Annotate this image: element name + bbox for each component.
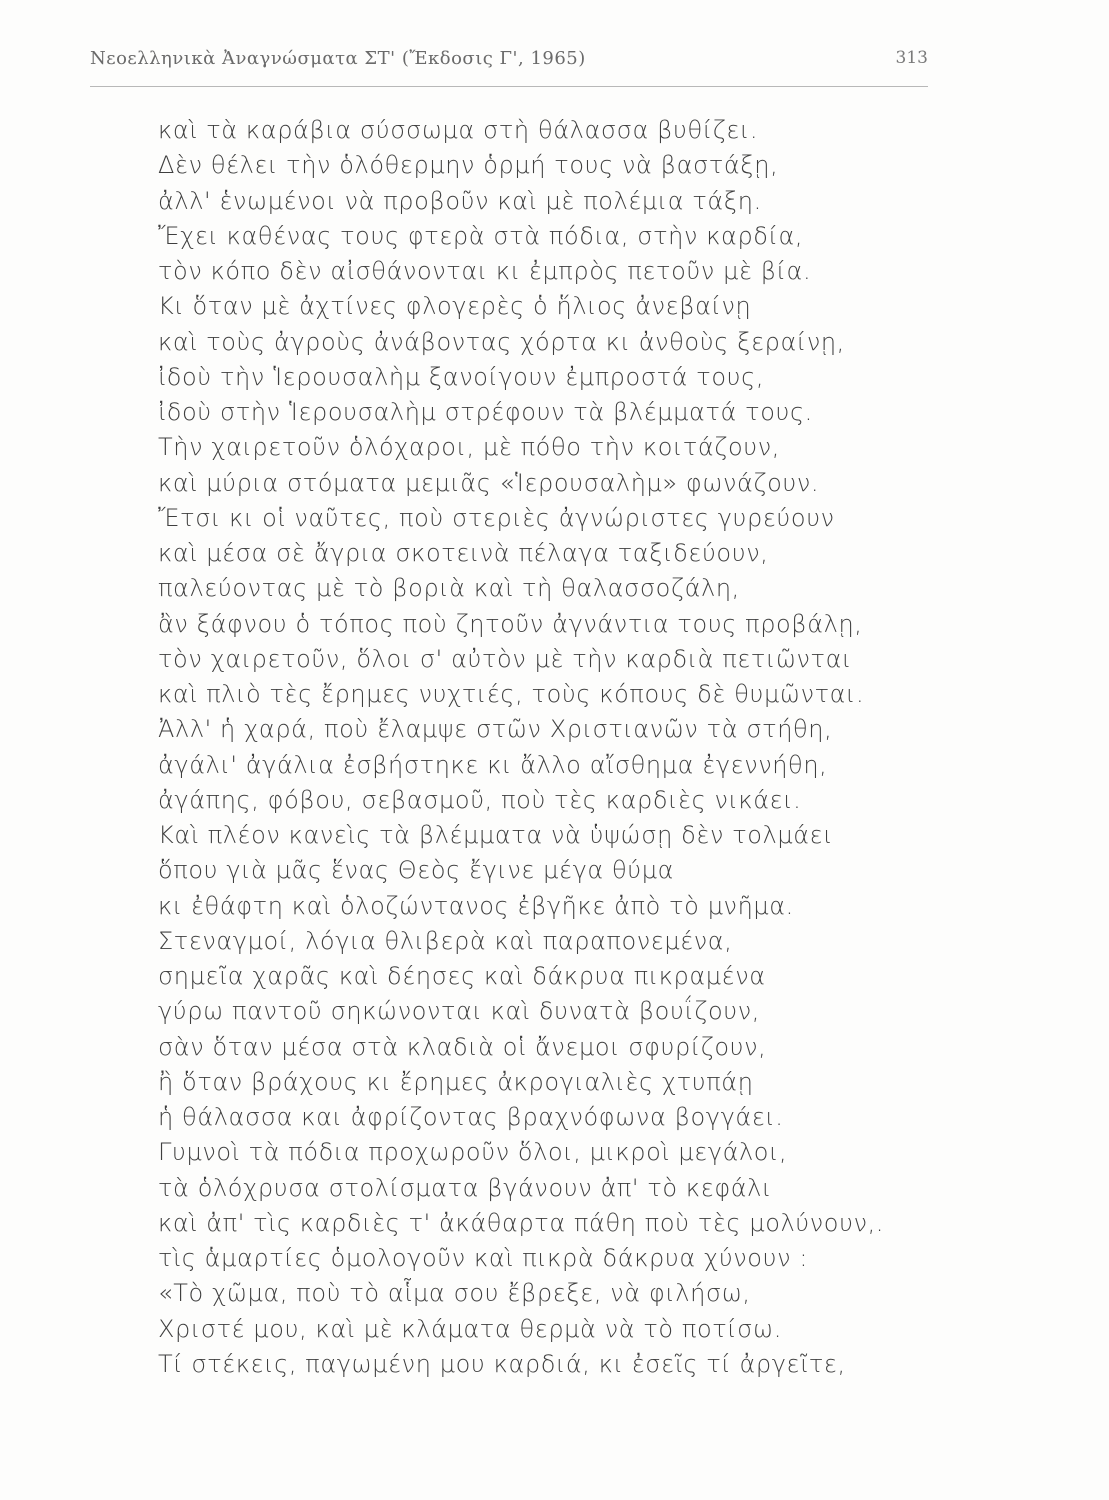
poem-line: ἀλλ' ἑνωμένοι νὰ προβοῦν καὶ μὲ πολέμια τάξη. bbox=[158, 186, 762, 215]
header-rule bbox=[90, 86, 928, 87]
poem-line: ἰδοὺ τὴν Ἱερουσαλὴμ ξανοίγουν ἐμπροστά τους, bbox=[158, 362, 765, 391]
poem-line: Γυμνοὶ τὰ πόδια προχωροῦν ὅλοι, μικροὶ μεγάλοι, bbox=[158, 1138, 788, 1167]
poem-line: καὶ τὰ καράβια σύσσωμα στὴ θάλασσα βυθίζει. bbox=[158, 116, 759, 144]
poem-line: σὰν ὅταν μέσα στὰ κλαδιὰ οἱ ἄνεμοι σφυρίζουν, bbox=[158, 1032, 767, 1061]
poem-line: Στεναγμοί, λόγια θλιβερὰ καὶ παραπονεμένα, bbox=[158, 926, 733, 955]
poem-line: τὸν κόπο δὲν αἰσθάνονται κι ἐμπρὸς πετοῦν μὲ βία. bbox=[158, 257, 812, 285]
poem-line: Τὴν χαιρετοῦν ὁλόχαροι, μὲ πόθο τὴν κοιτάζουν, bbox=[158, 433, 780, 462]
poem-line: κι ἐθάφτη καὶ ὁλοζώντανος ἐβγῆκε ἀπὸ τὸ μνῆμα. bbox=[158, 891, 794, 920]
poem-line: ἀγάπης, φόβου, σεβασμοῦ, ποὺ τὲς καρδιὲς νικάει. bbox=[158, 785, 802, 814]
page-number: 313 bbox=[895, 48, 928, 68]
poem-line: Δὲν θέλει τὴν ὁλόθερμην ὁρμή τους νὰ βαστάξῃ, bbox=[158, 151, 779, 180]
poem-line: τὸν χαιρετοῦν, ὅλοι σ' αὐτὸν μὲ τὴν καρδιὰ πετιῶνται bbox=[158, 644, 852, 673]
poem-line: παλεύοντας μὲ τὸ βοριὰ καὶ τὴ θαλασσοζάλη, bbox=[158, 574, 740, 603]
poem-line: Ἔτσι κι οἱ ναῦτες, ποὺ στεριὲς ἀγνώριστες γυρεύουν bbox=[158, 503, 835, 532]
poem-line: Ἔχει καθένας τους φτερὰ στὰ πόδια, στὴν καρδία, bbox=[158, 221, 804, 250]
poem-line: Τί στέκεις, παγωμένη μου καρδιά, κι ἐσεῖς τί ἀργεῖτε, bbox=[158, 1349, 846, 1378]
poem-body bbox=[158, 113, 1058, 1382]
poem-line: ἀγάλι' ἀγάλια ἐσβήστηκε κι ἄλλο αἴσθημα ἐγεννήθη, bbox=[158, 750, 828, 779]
poem-line: Καὶ πλέον κανεὶς τὰ βλέμματα νὰ ὑψώσῃ δὲν τολμάει bbox=[158, 821, 834, 849]
poem-line: «Τὸ χῶμα, ποὺ τὸ αἷμα σου ἔβρεξε, νὰ φιλήσω, bbox=[158, 1279, 751, 1308]
poem-line: καὶ ἀπ' τὶς καρδιὲς τ' ἀκάθαρτα πάθη ποὺ τὲς μολύνουν,. bbox=[158, 1208, 885, 1237]
poem-line: ὅπου γιὰ μᾶς ἕνας Θεὸς ἔγινε μέγα θύμα bbox=[158, 856, 675, 885]
poem-line: καὶ μύρια στόματα μεμιᾶς «Ἱερουσαλὴμ» φωνάζουν. bbox=[158, 468, 820, 497]
poem-line: Ἀλλ' ἡ χαρά, ποὺ ἔλαμψε στῶν Χριστιανῶν τὰ στήθη, bbox=[158, 715, 833, 744]
poem-line: ἂν ξάφνου ὁ τόπος ποὺ ζητοῦν ἀγνάντια τους προβάλῃ, bbox=[158, 609, 863, 638]
poem-line: γύρω παντοῦ σηκώνονται καὶ δυνατὰ βουΐζουν, bbox=[158, 997, 760, 1026]
poem-line: καὶ πλιὸ τὲς ἔρημες νυχτιές, τοὺς κόπους δὲ θυμῶνται. bbox=[158, 680, 865, 708]
page-header bbox=[90, 42, 928, 78]
poem-line: Κι ὅταν μὲ ἀχτίνες φλογερὲς ὁ ἥλιος ἀνεβαίνῃ bbox=[158, 292, 752, 321]
poem-line: τὶς ἁμαρτίες ὁμολογοῦν καὶ πικρὰ δάκρυα χύνουν : bbox=[158, 1244, 808, 1272]
running-title: Νεοελληνικὰ Ἀναγνώσματα ΣΤ' (Ἔκδοσις Γ', 1965) bbox=[90, 48, 586, 69]
poem-line: τὰ ὁλόχρυσα στολίσματα βγάνουν ἀπ' τὸ κεφάλι bbox=[158, 1173, 772, 1202]
poem-line: ἢ ὅταν βράχους κι ἔρημες ἀκρογιαλιὲς χτυπάῃ bbox=[158, 1067, 754, 1096]
poem-line: καὶ τοὺς ἀγροὺς ἀνάβοντας χόρτα κι ἀνθοὺς ξεραίνῃ, bbox=[158, 327, 845, 356]
poem-line: καὶ μέσα σὲ ἄγρια σκοτεινὰ πέλαγα ταξιδεύουν, bbox=[158, 539, 769, 567]
poem-line: Χριστέ μου, καὶ μὲ κλάματα θερμὰ νὰ τὸ ποτίσω. bbox=[158, 1314, 782, 1343]
poem-line: ἡ θάλασσα και ἀφρίζοντας βραχνόφωνα βογγάει. bbox=[158, 1103, 784, 1131]
poem-line: ἰδοὺ στὴν Ἱερουσαλὴμ στρέφουν τὰ βλέμματά τους. bbox=[158, 398, 813, 426]
poem-line: σημεῖα χαρᾶς καὶ δέησες καὶ δάκρυα πικραμένα bbox=[158, 962, 766, 990]
